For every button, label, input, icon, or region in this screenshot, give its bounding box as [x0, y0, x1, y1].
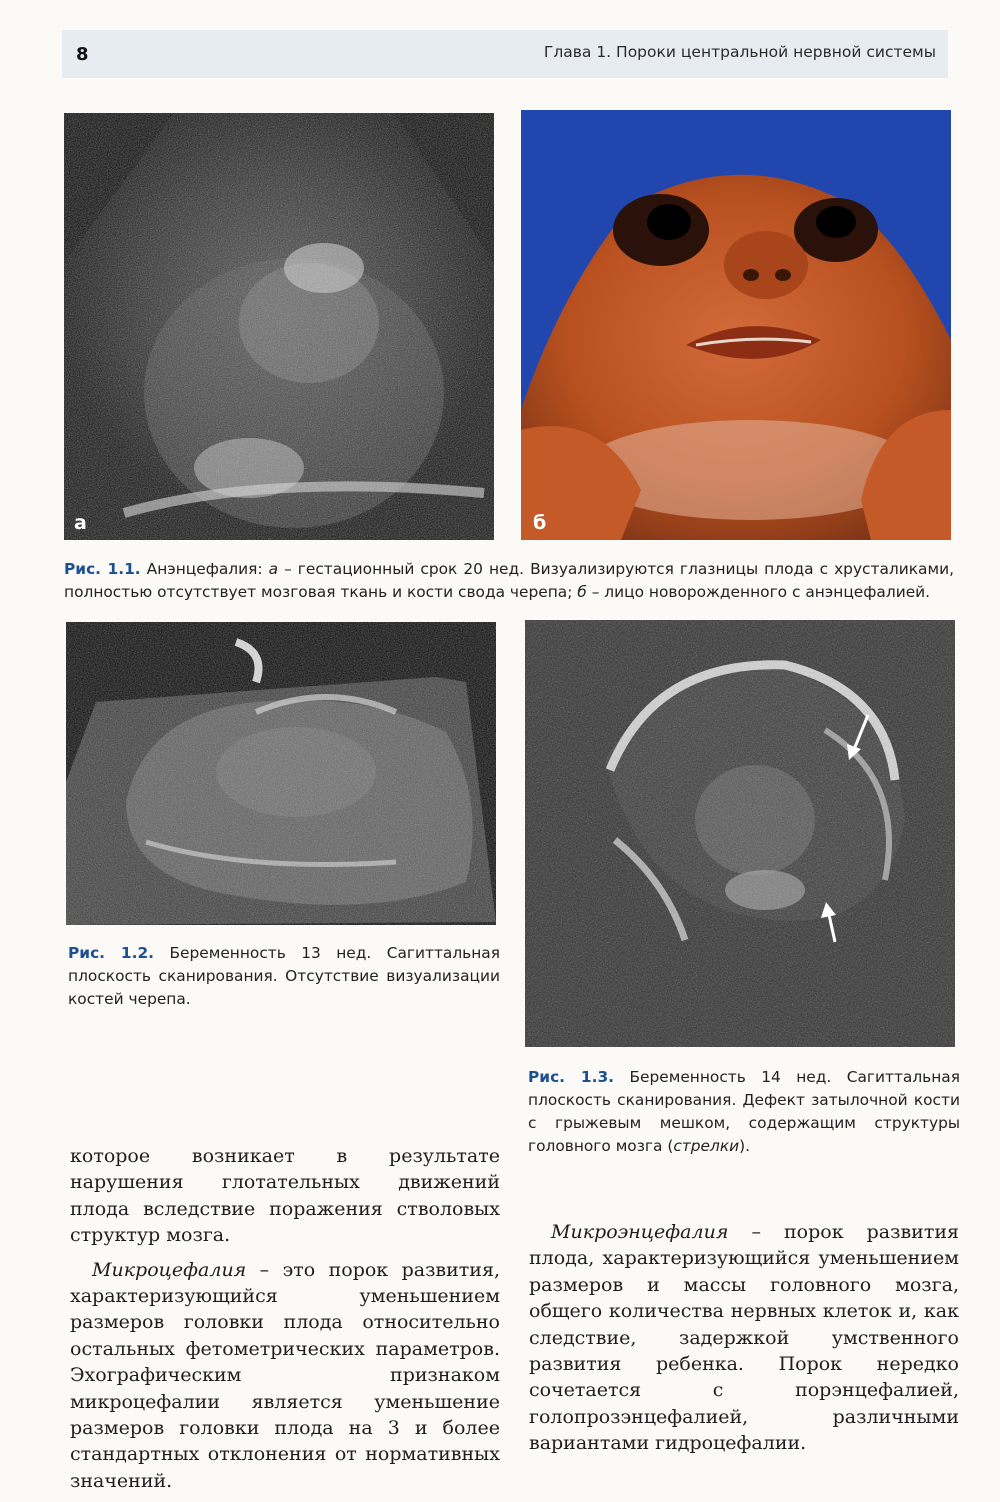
body-column-right: [529, 1219, 959, 1465]
figure-1-2-ultrasound: [66, 622, 496, 925]
caption-text: Беременность 13 нед. Сагиттальная плоскость сканирования. Отсутствие визуализации костей черепа.: [68, 944, 500, 1008]
body-column-left: [70, 1143, 500, 1502]
caption-italic: б: [577, 583, 587, 601]
figure-1-2-label: Рис. 1.2.: [68, 944, 155, 962]
figure-1-3-label: Рис. 1.3.: [528, 1068, 615, 1086]
figure-1-3-ultrasound: [525, 620, 955, 1047]
paragraph-text: которое возникает в результате нарушения глотательных движений плода вследствие поражения стволовых структур мозга.: [70, 1145, 500, 1247]
figure-1-2-caption: [68, 942, 500, 1011]
body-paragraph: [529, 1219, 959, 1457]
paragraph-text: – порок развития плода, характеризующийся уменьшением размеров и массы головного мозга, общего количества нервных клеток и, как следствие, задержкой умственного развития ребенка. Порок нередко сочетается с порэнцефалией, голопрозэнцефалией, различными вариантами гидроцефалии.: [529, 1221, 959, 1455]
running-header: [62, 30, 948, 78]
panel-letter-b: б: [533, 512, 547, 534]
caption-text: – лицо новорожденного с анэнцефалией.: [586, 583, 931, 601]
page-number: 8: [76, 44, 89, 65]
body-paragraph: [70, 1143, 500, 1249]
caption-italic: а: [268, 560, 279, 578]
figure-1-1b-newborn-photo: [521, 110, 951, 540]
term-microencephaly: Микроэнцефалия: [551, 1221, 729, 1243]
figure-1-3-caption: [528, 1066, 960, 1158]
caption-italic: стрелки: [673, 1137, 740, 1155]
body-paragraph: [70, 1257, 500, 1495]
panel-letter-a: а: [74, 512, 87, 534]
caption-text: Беременность 14 нед. Сагиттальная плоскость сканирования. Дефект затылочной кости с грыжевым мешком, содержащим структуры головного мозга (: [528, 1068, 960, 1155]
caption-text: – гестационный срок 20 нед. Визуализируются глазницы плода с хрусталиками, полностью отсутствует мозговая ткань и кости свода черепа;: [64, 560, 954, 601]
chapter-title: Глава 1. Пороки центральной нервной системы: [543, 43, 936, 61]
figure-1-1-caption: [64, 558, 954, 604]
caption-text: ).: [739, 1137, 751, 1155]
figure-1-1-label: Рис. 1.1.: [64, 560, 141, 578]
term-microcephaly: Микроцефалия: [92, 1258, 247, 1281]
caption-text: Анэнцефалия:: [140, 560, 269, 578]
paragraph-text: – это порок развития, характеризующийся уменьшением размеров головки плода относительно остальных фетометрических параметров. Эхографическим признаком микроцефалии является уменьшение размеров головки плода на 3 и более стандартных отклонения от нормативных значений.: [70, 1258, 500, 1492]
figure-1-1a-ultrasound: [64, 113, 494, 540]
